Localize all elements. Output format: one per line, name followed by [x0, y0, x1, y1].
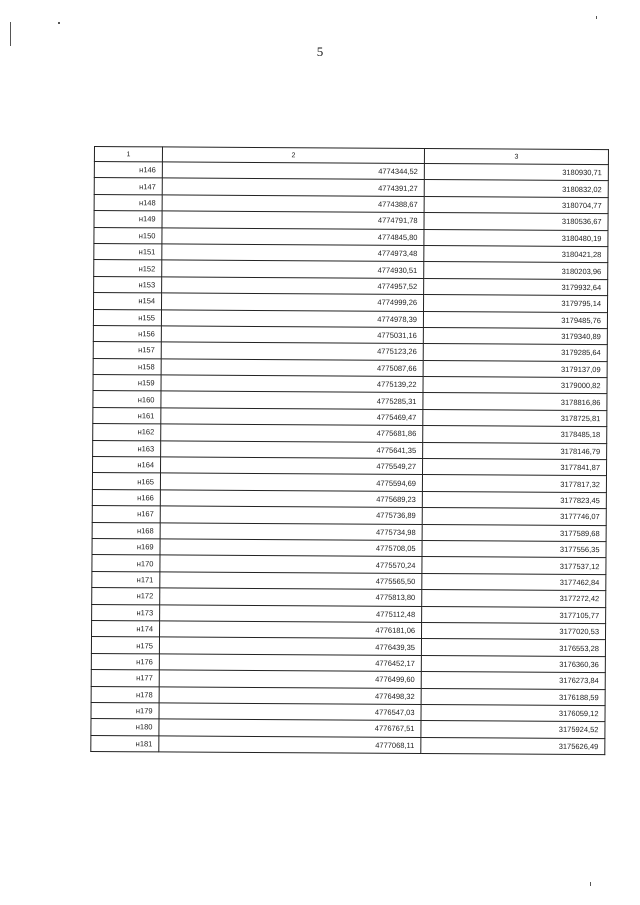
x-coordinate-cell: 4776439,35: [159, 637, 421, 655]
point-id-cell: н152: [94, 260, 162, 277]
x-coordinate-cell: 4774845,80: [162, 227, 424, 245]
point-id-cell: н149: [94, 211, 162, 228]
y-coordinate-cell: 3176273,84: [421, 672, 605, 690]
y-coordinate-cell: 3178485,18: [423, 426, 607, 444]
point-id-cell: н177: [91, 670, 159, 687]
point-id-cell: н147: [94, 178, 162, 195]
y-coordinate-cell: 3177020,53: [421, 622, 605, 640]
point-id-cell: н162: [93, 424, 161, 441]
point-id-cell: н181: [91, 735, 159, 752]
point-id-cell: н160: [93, 391, 161, 408]
x-coordinate-cell: 4774391,27: [162, 178, 424, 196]
y-coordinate-cell: 3177537,12: [422, 557, 606, 575]
point-id-cell: н166: [92, 489, 160, 506]
point-id-cell: н168: [92, 522, 160, 539]
y-coordinate-cell: 3179000,82: [423, 377, 607, 395]
x-coordinate-cell: 4775285,31: [161, 391, 423, 409]
x-coordinate-cell: 4776547,03: [159, 703, 421, 721]
point-id-cell: н155: [93, 309, 161, 326]
y-coordinate-cell: 3176059,12: [421, 704, 605, 722]
point-id-cell: н165: [92, 473, 160, 490]
x-coordinate-cell: 4775123,26: [161, 342, 423, 360]
x-coordinate-cell: 4774791,78: [162, 211, 424, 229]
x-coordinate-cell: 4776498,32: [159, 686, 421, 704]
y-coordinate-cell: 3178725,81: [423, 409, 607, 427]
y-coordinate-cell: 3177556,35: [422, 540, 606, 558]
point-id-cell: н157: [93, 342, 161, 359]
x-coordinate-cell: 4775641,35: [161, 441, 423, 459]
point-id-cell: н175: [91, 637, 159, 654]
x-coordinate-cell: 4775708,05: [160, 539, 422, 557]
y-coordinate-cell: 3177462,84: [422, 573, 606, 591]
point-id-cell: н173: [92, 604, 160, 621]
point-id-cell: н172: [92, 588, 160, 605]
point-id-cell: н156: [93, 325, 161, 342]
point-id-cell: н159: [93, 375, 161, 392]
y-coordinate-cell: 3180536,67: [424, 213, 608, 231]
point-id-cell: н161: [93, 407, 161, 424]
x-coordinate-cell: 4775031,16: [161, 326, 423, 344]
x-coordinate-cell: 4775689,23: [160, 490, 422, 508]
x-coordinate-cell: 4776499,60: [159, 670, 421, 688]
column-header: 3: [424, 149, 608, 165]
point-id-cell: н154: [94, 293, 162, 310]
x-coordinate-cell: 4775734,98: [160, 523, 422, 541]
y-coordinate-cell: 3177272,42: [422, 590, 606, 608]
x-coordinate-cell: 4775139,22: [161, 375, 423, 393]
x-coordinate-cell: 4775736,89: [160, 506, 422, 524]
y-coordinate-cell: 3179485,76: [423, 311, 607, 329]
y-coordinate-cell: 3180421,28: [424, 245, 608, 263]
point-id-cell: н180: [91, 719, 159, 736]
y-coordinate-cell: 3177817,32: [422, 475, 606, 493]
x-coordinate-cell: 4775565,50: [160, 572, 422, 590]
point-id-cell: н176: [91, 653, 159, 670]
point-id-cell: н158: [93, 358, 161, 375]
x-coordinate-cell: 4774930,51: [162, 260, 424, 278]
x-coordinate-cell: 4775469,47: [161, 408, 423, 426]
y-coordinate-cell: 3179795,14: [423, 295, 607, 313]
table-row: [91, 735, 605, 755]
point-id-cell: н146: [94, 162, 162, 179]
point-id-cell: н174: [92, 620, 160, 637]
scan-artifact: [596, 16, 597, 19]
point-id-cell: н170: [92, 555, 160, 572]
y-coordinate-cell: 3176360,36: [421, 655, 605, 673]
y-coordinate-cell: 3177841,87: [422, 459, 606, 477]
y-coordinate-cell: 3179285,64: [423, 344, 607, 362]
y-coordinate-cell: 3177746,07: [422, 508, 606, 526]
scan-artifact: [590, 882, 591, 886]
column-header: 1: [94, 147, 162, 162]
x-coordinate-cell: 4776452,17: [159, 654, 421, 672]
point-id-cell: н151: [94, 243, 162, 260]
y-coordinate-cell: 3180480,19: [424, 229, 608, 247]
y-coordinate-cell: 3180203,96: [424, 262, 608, 280]
y-coordinate-cell: 3175924,52: [421, 721, 605, 739]
page-number: 5: [316, 44, 324, 59]
y-coordinate-cell: 3177589,68: [422, 524, 606, 542]
y-coordinate-cell: 3179137,09: [423, 360, 607, 378]
y-coordinate-cell: 3180832,02: [424, 180, 608, 198]
x-coordinate-cell: 4774957,52: [162, 277, 424, 295]
x-coordinate-cell: 4775570,24: [160, 555, 422, 573]
x-coordinate-cell: 4775112,48: [160, 604, 422, 622]
y-coordinate-cell: 3178816,86: [423, 393, 607, 411]
y-coordinate-cell: 3175626,49: [421, 737, 605, 755]
x-coordinate-cell: 4775549,27: [161, 457, 423, 475]
y-coordinate-cell: 3180930,71: [424, 164, 608, 182]
point-id-cell: н148: [94, 194, 162, 211]
y-coordinate-cell: 3177105,77: [422, 606, 606, 624]
x-coordinate-cell: 4774978,39: [161, 309, 423, 327]
x-coordinate-cell: 4775813,80: [160, 588, 422, 606]
x-coordinate-cell: 4774973,48: [162, 244, 424, 262]
y-coordinate-cell: 3176553,28: [421, 639, 605, 657]
x-coordinate-cell: 4777068,11: [159, 736, 421, 754]
y-coordinate-cell: 3179340,89: [423, 327, 607, 345]
coordinates-table: [90, 146, 609, 755]
point-id-cell: н171: [92, 571, 160, 588]
y-coordinate-cell: 3178146,79: [423, 442, 607, 460]
y-coordinate-cell: 3179932,64: [424, 278, 608, 296]
scan-artifact: [10, 22, 11, 46]
y-coordinate-cell: 3177823,45: [422, 491, 606, 509]
x-coordinate-cell: 4775594,69: [160, 473, 422, 491]
y-coordinate-cell: 3176188,59: [421, 688, 605, 706]
point-id-cell: н163: [93, 440, 161, 457]
x-coordinate-cell: 4774388,67: [162, 195, 424, 213]
x-coordinate-cell: 4776767,51: [159, 719, 421, 737]
point-id-cell: н169: [92, 538, 160, 555]
point-id-cell: н153: [94, 276, 162, 293]
y-coordinate-cell: 3180704,77: [424, 196, 608, 214]
scan-artifact: [58, 22, 60, 24]
x-coordinate-cell: 4774999,26: [162, 293, 424, 311]
x-coordinate-cell: 4775087,66: [161, 359, 423, 377]
column-header: 2: [162, 147, 424, 164]
point-id-cell: н178: [91, 686, 159, 703]
point-id-cell: н164: [93, 457, 161, 474]
x-coordinate-cell: 4775681,86: [161, 424, 423, 442]
point-id-cell: н179: [91, 702, 159, 719]
x-coordinate-cell: 4774344,52: [162, 162, 424, 180]
point-id-cell: н150: [94, 227, 162, 244]
point-id-cell: н167: [92, 506, 160, 523]
x-coordinate-cell: 4776181,06: [160, 621, 422, 639]
